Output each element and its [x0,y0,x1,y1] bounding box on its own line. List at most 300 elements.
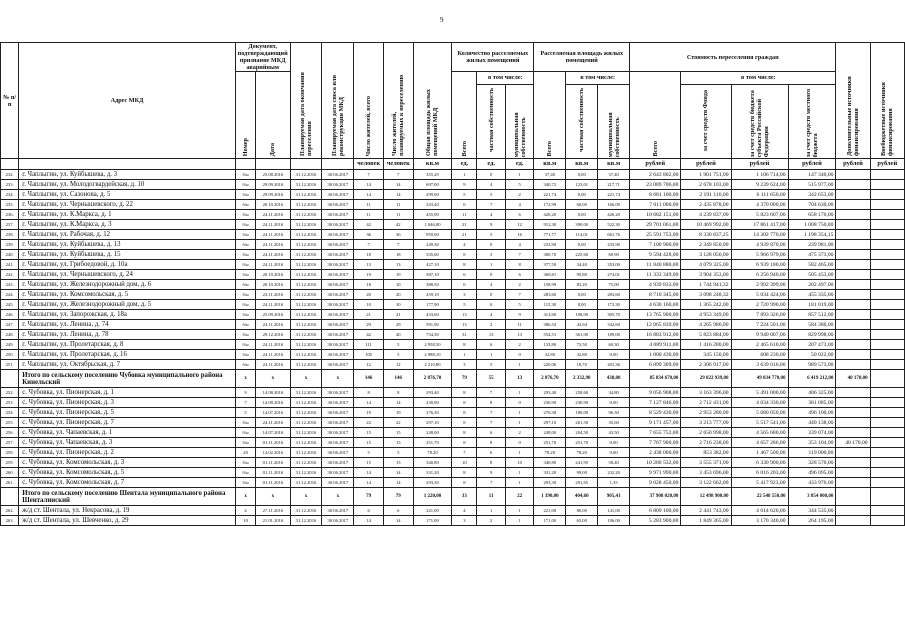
table-row [1,280,905,290]
money-cell: 1 008 750,00 [788,220,836,230]
money-cell [836,458,870,468]
table-cell: 6 [477,448,505,458]
table-cell: х [256,370,290,388]
money-cell: 2 650 998,00 [681,428,731,438]
table-cell: 0,00 [566,210,598,220]
table-cell: 31.12.2016 [290,350,322,360]
money-cell [836,516,870,526]
table-cell: 1 046,00 [413,220,452,230]
money-cell: 704 630,00 [788,200,836,210]
table-cell: 5 [383,448,413,458]
table-cell: 31.12.2016 [290,458,322,468]
table-cell: 4 [452,506,477,516]
table-cell: 7 [452,448,477,458]
money-cell: 29 822 939,00 [681,370,731,388]
money-cell: 147 340,00 [788,170,836,180]
table-cell: 249,30 [413,240,452,250]
table-cell: 1,35 [598,478,630,488]
table-cell: б/н [235,250,256,260]
table-cell: 30.06.2017 [322,350,354,360]
table-cell: 0,00 [566,290,598,300]
table-cell: 243. [1,280,19,290]
header-residents-planned: Число жителей, планируемых к переселению [383,43,413,159]
table-cell: 146 [383,370,413,388]
table-cell: 343,40 [413,200,452,210]
money-cell: 5 491 000,00 [731,388,788,398]
table-cell: 661,76 [598,230,630,240]
table-cell: 78,20 [534,448,566,458]
header-address: Адрес МКД [19,43,236,159]
table-cell: 236. [1,210,19,220]
table-cell: 249. [1,340,19,350]
table-cell: 6 [505,210,533,220]
table-row [1,458,905,468]
money-cell: 49 034 770,00 [731,370,788,388]
table-row [1,438,905,448]
money-cell [836,360,870,370]
table-cell: 30.06.2017 [322,200,354,210]
table-cell: 29.09.2016 [256,180,290,190]
table-cell: 1 [505,408,533,418]
table-cell: 22 [505,488,533,506]
table-cell: 2 [505,428,533,438]
table-cell: 230,90 [534,398,566,408]
table-row [1,516,905,526]
table-cell: 43,94 [566,320,598,330]
unit-cell: ед. [452,159,477,170]
table-cell: 30.06.2017 [322,210,354,220]
table-cell: 6 [477,428,505,438]
table-cell: 27.11.2016 [256,506,290,516]
table-cell: 32,80 [566,350,598,360]
table-cell: 8,00 [566,300,598,310]
table-cell: 7 [477,408,505,418]
table-cell: 387,10 [413,270,452,280]
table-cell: 3 [452,516,477,526]
table-row [1,200,905,210]
table-cell: 31.12.2016 [290,388,322,398]
address-cell: г. Чаплыгин, ул. Чернышевского, д. 24 [19,270,236,280]
table-cell: 233,90 [534,240,566,250]
table-cell: 105 [354,350,384,360]
table-cell: 79 [383,488,413,506]
money-cell: 4 630 160,00 [630,300,681,310]
money-cell [870,220,904,230]
money-cell [836,240,870,250]
money-cell: 3 163 396,00 [681,388,731,398]
table-cell: 8 [452,478,477,488]
table-row [1,180,905,190]
table-cell: 34,80 [598,388,630,398]
table-cell: 331,20 [413,468,452,478]
table-cell: 43,50 [598,428,630,438]
table-row [1,350,905,360]
address-cell: г. Чаплыгин, ул. Октябрьская, д. 7 [19,360,236,370]
money-cell [836,250,870,260]
table-cell: б/н [235,260,256,270]
table-cell: 31.12.2016 [290,210,322,220]
money-cell [870,488,904,506]
money-cell: 6 256 940,00 [731,270,788,280]
money-cell: 5 823 884,00 [681,330,731,340]
money-cell: 264 195,00 [788,516,836,526]
money-cell [870,418,904,428]
table-cell: б/н [235,350,256,360]
table-cell: 355,20 [413,170,452,180]
money-cell: 4 239 837,00 [681,210,731,220]
table-cell: 19 [354,408,384,418]
table-cell: 225,60 [566,250,598,260]
table-cell: 78,20 [413,448,452,458]
table-cell: 276,30 [534,408,566,418]
table-cell: 404,60 [566,488,598,506]
table-cell: 0 [477,300,505,310]
table-cell: 111 [354,340,384,350]
table-cell: 7 [477,388,505,398]
table-cell: 189,00 [598,330,630,340]
table-cell: 114,01 [566,230,598,240]
table-cell: 158,99 [534,280,566,290]
table-cell: 353,00 [598,260,630,270]
table-row [1,210,905,220]
table-cell: 2 210,80 [413,360,452,370]
table-cell: 9 [477,220,505,230]
money-cell: 353 104,00 [788,438,836,448]
table-cell: 18 [354,250,384,260]
address-cell: г. Чаплыгин, ул. Рабочая, д. 12 [19,230,236,240]
table-cell: 242. [1,270,19,280]
table-cell: 522,30 [598,220,630,230]
header-rooms-total: Всего [452,72,477,159]
money-cell [836,418,870,428]
table-cell: 108,00 [566,310,598,320]
table-cell: 248,00 [534,428,566,438]
table-cell: 30.06.2017 [322,340,354,350]
address-cell: г. Чаплыгин, ул. Ленина, д. 74 [19,320,236,330]
money-cell: 9 056 908,00 [630,388,681,398]
table-cell: 241. [1,260,19,270]
money-cell [870,350,904,360]
table-cell: 36 [383,230,413,240]
table-cell: 6 [452,280,477,290]
money-cell [836,310,870,320]
header-planned-demolish: Планируемая дата сноса или реконструкции МКД [322,43,354,159]
money-cell: 608 230,00 [731,350,788,360]
table-cell: 340,72 [534,180,566,190]
table-cell: 18 [354,280,384,290]
table-cell: 19 [383,270,413,280]
table-cell: 31.12.2016 [290,220,322,230]
table-cell: 8 [452,340,477,350]
table-cell: 31.12.2016 [290,398,322,408]
table-row [1,270,905,280]
money-cell: 7 127 846,00 [630,398,681,408]
table-cell: 21 [354,310,384,320]
table-cell: 25.09.2016 [256,310,290,320]
money-cell [870,280,904,290]
table-cell: 293,30 [413,478,452,488]
money-cell [836,388,870,398]
unit-cell: кв.м [413,159,452,170]
table-cell: б/н [235,270,256,280]
money-cell: 9 940 007,00 [731,330,788,340]
table-cell: 554,51 [534,330,566,340]
table-cell: 30.06.2017 [322,230,354,240]
table-cell: 20 [354,290,384,300]
table-cell: 14 [383,478,413,488]
money-cell [870,458,904,468]
table-cell: б/н [235,468,256,478]
address-cell: г. Чаплыгин, ул. Сазонова, д. 5 [19,190,236,200]
money-cell [836,428,870,438]
table-cell: 388,50 [413,280,452,290]
address-cell: с. Чубовка, ул. Чапаевская, д. 1 [19,428,236,438]
table-cell: б/н [235,428,256,438]
table-cell: 31.12.2016 [290,180,322,190]
header-area-private: частная собственность [566,84,598,158]
money-cell: 658 176,00 [788,210,836,220]
table-cell: 299,00 [413,190,452,200]
table-cell: 14 [354,190,384,200]
money-cell: 9 239 624,00 [731,180,788,190]
table-cell: 7 [505,290,533,300]
table-cell: 293,40 [413,388,452,398]
header-area-resettled: Расселяемая площадь жилых помещений [534,43,630,72]
table-cell: 7 [477,478,505,488]
table-cell: 31.12.2016 [290,478,322,488]
money-cell [836,280,870,290]
table-cell: 8 [477,458,505,468]
table-cell: 60,00 [566,200,598,210]
table-cell: 35,60 [598,418,630,428]
table-cell: 173,30 [598,300,630,310]
table-cell: 340,80 [413,458,452,468]
header-cost-fund: за счет средств Фонда [681,84,731,158]
table-cell: 30.06.2017 [322,388,354,398]
table-cell: 293,40 [534,388,566,398]
money-cell [836,200,870,210]
money-cell: 1 416 280,00 [681,340,731,350]
table-cell: 30.06.2017 [322,516,354,526]
table-cell: 30.06.2017 [322,468,354,478]
table-cell: 30.06.2017 [322,330,354,340]
table-cell: 239. [1,240,19,250]
table-cell: 6 [477,340,505,350]
table-cell: 377,50 [534,260,566,270]
address-cell: г. Чаплыгин, ул. Куйбышева, д. 13 [19,240,236,250]
header-rooms-private: частная собственность [477,84,505,158]
money-cell: 9 594 428,00 [630,250,681,260]
table-cell: 6 [383,506,413,516]
table-cell: 34,40 [566,260,598,270]
table-cell: 438,80 [598,370,630,388]
money-cell: 1 365 242,00 [681,300,731,310]
address-cell: г. Чаплыгин, ул. Куйбышева, д. 3 [19,170,236,180]
address-cell: г. Чаплыгин, ул. Ленина, д. 78 [19,330,236,340]
table-cell: 11 [505,320,533,330]
table-cell: б/н [235,200,256,210]
table-cell: 5 [452,190,477,200]
table-cell: 172,99 [534,200,566,210]
table-cell: 13 [505,370,533,388]
table-cell: 99,00 [566,468,598,478]
table-cell: 22 [383,418,413,428]
table-cell: 31.12.2016 [290,330,322,340]
table-cell: 0,00 [598,448,630,458]
table-cell: 40 [383,330,413,340]
table-cell: 0,00 [598,398,630,408]
money-cell [836,468,870,478]
table-cell: 2 958,50 [413,340,452,350]
table-cell: 29.09.2016 [256,190,290,200]
address-cell: г. Чаплыгин, ул. Железнодорожный дом, д. 6 [19,280,236,290]
table-cell: 232,20 [598,468,630,478]
header-area-total: Всего [534,72,566,159]
table-cell: 251,70 [566,438,598,448]
table-cell: 15 [383,438,413,448]
table-cell: 2 988,10 [413,350,452,360]
table-cell: 75,00 [598,280,630,290]
table-cell: 29 [354,320,384,330]
table-cell: 30.06.2017 [322,398,354,408]
table-cell: 4 [477,280,505,290]
money-cell [836,320,870,330]
table-cell: 6 [505,270,533,280]
header-outside-budget: Внебюджетные источники финансирования [870,43,904,159]
table-cell: 426,20 [598,210,630,220]
address-cell: с. Чубовка, ул. Комсомольская, д. 5 [19,468,236,478]
table-cell: 5 [383,340,413,350]
table-cell: 340,80 [534,458,566,468]
table-cell: 221,74 [598,190,630,200]
table-cell: 274,01 [598,270,630,280]
table-cell: 31.12.2016 [290,260,322,270]
unit-cell: рублей [836,159,870,170]
table-cell: 15 [354,428,384,438]
table-cell: 204,50 [566,428,598,438]
table-cell: х [256,488,290,506]
unit-cell: ед. [477,159,505,170]
table-cell: 30.06.2017 [322,458,354,468]
header-cost-incl: в том числе: [681,72,836,85]
money-cell: 10 682 151,00 [630,210,681,220]
table-cell: 0 [505,350,533,360]
table-cell: 217,71 [598,180,630,190]
table-cell: 234. [1,190,19,200]
table-cell: 29.12.2016 [256,330,290,340]
table-cell: 30.06.2017 [322,220,354,230]
table-cell: 5 [452,300,477,310]
unit-cell [322,159,354,170]
table-cell: 5 [354,448,384,458]
table-row [1,398,905,408]
table-cell: б/н [235,170,256,180]
table-cell: 8 [452,438,477,448]
address-cell: Итого по сельскому поселению Шентала муниципального района Шенталинский [19,488,236,506]
table-cell [1,370,19,388]
money-cell: 4 089 911,00 [630,340,681,350]
table-cell: 20.10.2016 [256,200,290,210]
table-cell: 261. [1,478,19,488]
table-cell: 24.11.2016 [256,260,290,270]
table-cell: 25.08.2016 [256,170,290,180]
table-cell: 912,30 [534,220,566,230]
table-cell: 8 [452,408,477,418]
table-cell: 30.06.2017 [322,438,354,448]
money-cell: 2 992 399,00 [731,280,788,290]
money-cell [836,448,870,458]
money-cell: 4 014 626,00 [731,506,788,516]
table-cell: 7 [383,240,413,250]
money-cell: 16 883 912,00 [630,330,681,340]
table-cell: 250. [1,350,19,360]
money-cell: 202 497,00 [788,280,836,290]
money-cell: 50 022,00 [788,350,836,360]
money-cell [870,210,904,220]
unit-cell [290,159,322,170]
table-cell: 2 876,70 [413,370,452,388]
money-cell: 17 861 417,00 [731,220,788,230]
table-cell: 95,80 [566,270,598,280]
table-cell: 220,06 [534,360,566,370]
table-cell: 01.11.2016 [256,468,290,478]
address-cell: Итого по сельскому поселению Чубовка муниципального района Кинельский [19,370,236,388]
table-cell: 255. [1,418,19,428]
table-cell: 221,74 [534,190,566,200]
table-cell: 21 [383,310,413,320]
money-cell: 2 720 990,00 [731,300,788,310]
money-cell: 9 028 450,00 [630,478,681,488]
money-cell: 7 893 326,00 [731,310,788,320]
table-cell: 19 [383,408,413,418]
table-cell: 14.08.2016 [256,388,290,398]
money-cell [836,220,870,230]
units-row [1,159,905,170]
table-cell: 305,70 [598,310,630,320]
money-cell [870,260,904,270]
table-cell: 0,00 [598,438,630,448]
table-cell: 01.11.2016 [256,438,290,448]
table-cell: 12 [505,220,533,230]
table-cell: 30.06.2017 [322,190,354,200]
money-cell: 3 453 696,00 [681,468,731,478]
money-cell [836,478,870,488]
table-cell: 591,90 [413,320,452,330]
table-cell: 24.11.2016 [256,220,290,230]
money-cell: 7 100 900,00 [630,240,681,250]
table-cell: 248. [1,330,19,340]
table-cell: 31.12.2016 [290,170,322,180]
header-extra-sources: Дополнительные источники финансирования [836,43,870,159]
table-cell: 21 [452,220,477,230]
table-cell: 14 [354,478,384,488]
table-cell: 1 [505,170,533,180]
address-cell: с. Чубовка, ул. Пионерская, д. 5 [19,408,236,418]
table-cell: 31.12.2016 [290,320,322,330]
table-cell: 21 [452,230,477,240]
table-cell: 10 [452,458,477,468]
address-cell: г. Чаплыгин, ул. Молодогвардейская, д. 10 [19,180,236,190]
address-cell: г. Чаплыгин, ул. Чернышевского, д. 22 [19,200,236,210]
table-cell: 13 [383,260,413,270]
table-cell: 31.12.2016 [290,190,322,200]
header-cost-total: Всего [630,72,681,159]
money-cell: 4 034 330,00 [731,398,788,408]
address-cell: г. Чаплыгин, ул. Запорожская, д. 18а [19,310,236,320]
money-cell [836,190,870,200]
address-cell: г. Чаплыгин, ул. Пролетарская, д. 8 [19,340,236,350]
table-cell: 106,00 [598,516,630,526]
